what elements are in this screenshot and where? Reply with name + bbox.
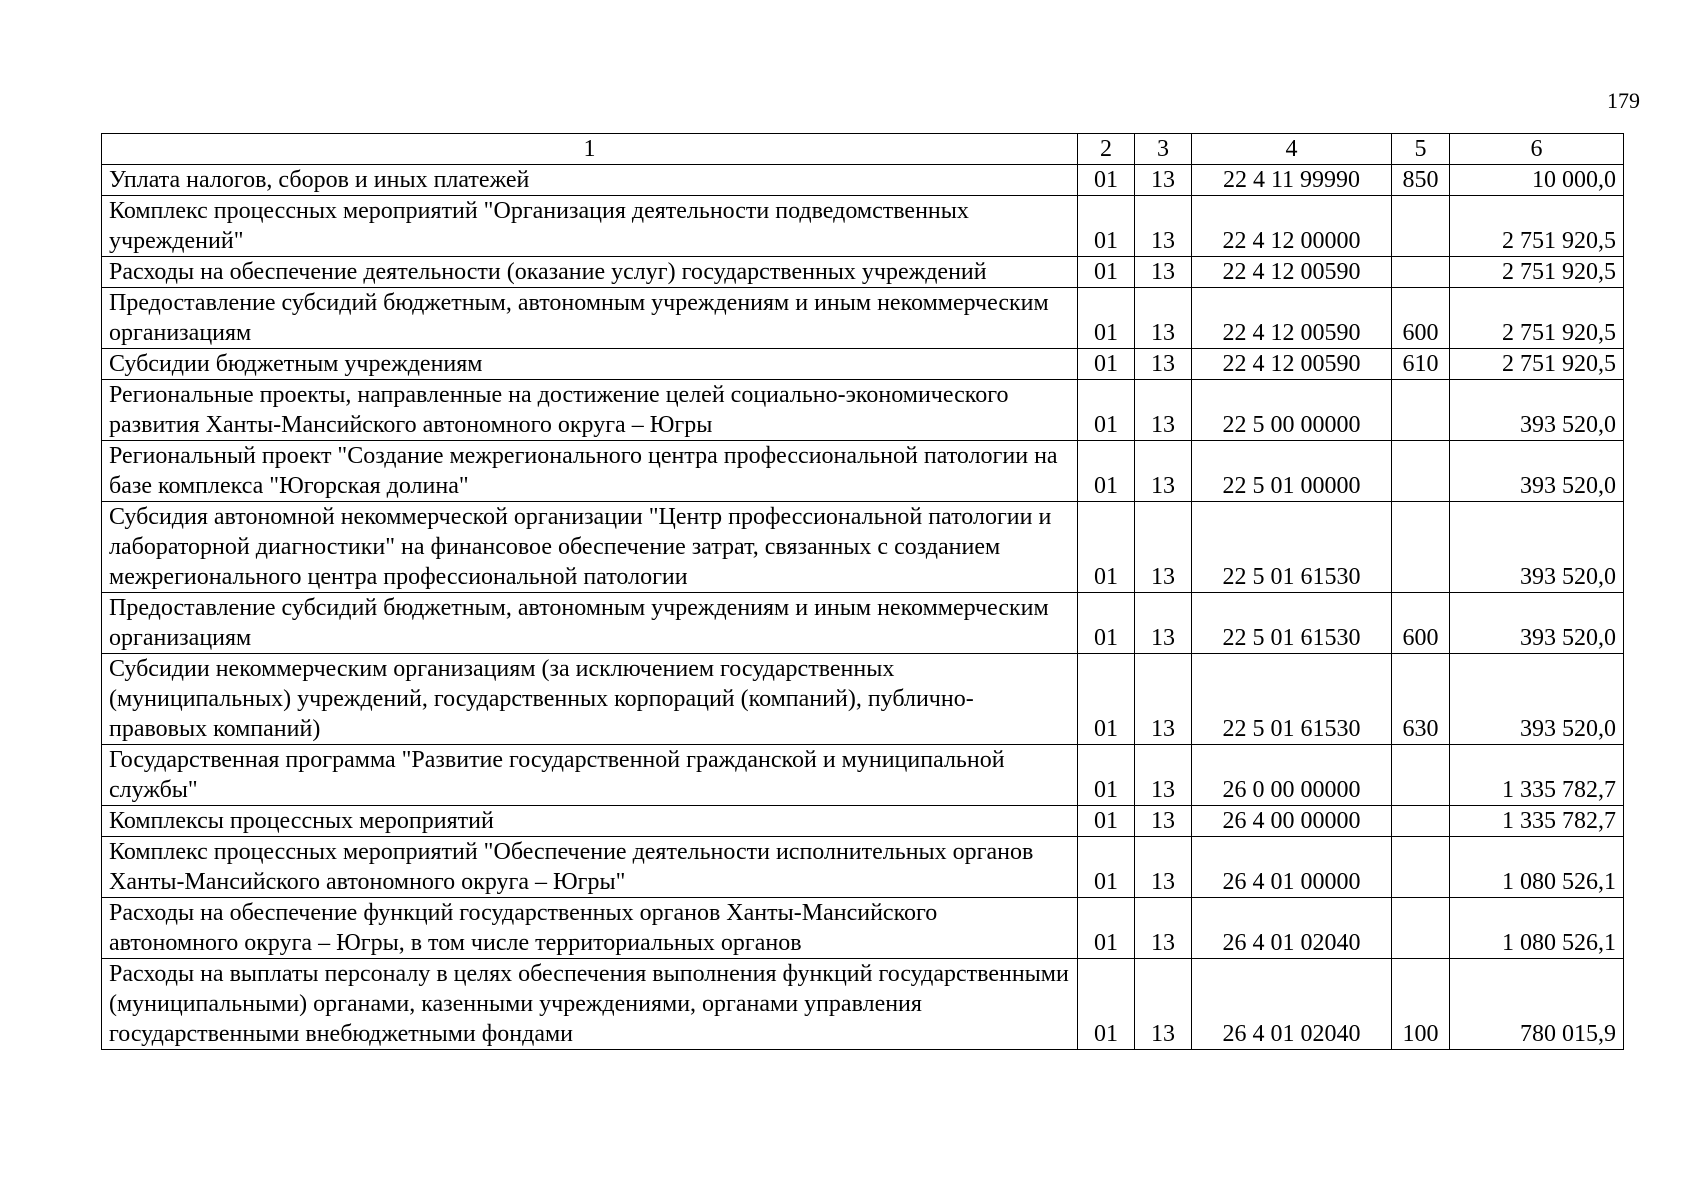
row-subsection: 13 — [1135, 745, 1192, 806]
row-name: Комплекс процессных мероприятий "Организация деятельности подведомственных учреждений" — [102, 196, 1078, 257]
row-expense-type — [1392, 806, 1450, 837]
row-target-code: 26 4 00 00000 — [1192, 806, 1392, 837]
row-name: Предоставление субсидий бюджетным, автономным учреждениям и иным некоммерческим организациям — [102, 288, 1078, 349]
row-target-code: 22 5 00 00000 — [1192, 380, 1392, 441]
row-subsection: 13 — [1135, 654, 1192, 745]
page-number: 179 — [1607, 88, 1640, 113]
table-row — [102, 745, 1624, 806]
row-expense-type — [1392, 502, 1450, 593]
row-expense-type: 600 — [1392, 288, 1450, 349]
row-amount: 780 015,9 — [1450, 959, 1624, 1050]
row-expense-type — [1392, 837, 1450, 898]
row-name: Предоставление субсидий бюджетным, автономным учреждениям и иным некоммерческим организациям — [102, 593, 1078, 654]
row-section: 01 — [1078, 288, 1135, 349]
row-amount: 2 751 920,5 — [1450, 257, 1624, 288]
row-subsection: 13 — [1135, 593, 1192, 654]
row-section: 01 — [1078, 165, 1135, 196]
row-target-code: 22 5 01 00000 — [1192, 441, 1392, 502]
row-amount: 393 520,0 — [1450, 441, 1624, 502]
row-section: 01 — [1078, 349, 1135, 380]
row-subsection: 13 — [1135, 288, 1192, 349]
row-subsection: 13 — [1135, 196, 1192, 257]
row-expense-type: 630 — [1392, 654, 1450, 745]
row-name: Региональные проекты, направленные на достижение целей социально-экономического развития Ханты-Мансийского автономного округа – Югры — [102, 380, 1078, 441]
row-amount: 1 335 782,7 — [1450, 745, 1624, 806]
row-amount: 393 520,0 — [1450, 502, 1624, 593]
row-amount: 2 751 920,5 — [1450, 196, 1624, 257]
row-name: Субсидия автономной некоммерческой организации "Центр профессиональной патологии и лабораторной диагностики" на финансовое обеспечение затрат, связанных с созданием межрегионального центра профессиональной патологии — [102, 502, 1078, 593]
table-row — [102, 349, 1624, 380]
table-row — [102, 165, 1624, 196]
row-section: 01 — [1078, 959, 1135, 1050]
row-amount: 1 335 782,7 — [1450, 806, 1624, 837]
row-target-code: 26 4 01 02040 — [1192, 959, 1392, 1050]
row-subsection: 13 — [1135, 165, 1192, 196]
row-subsection: 13 — [1135, 806, 1192, 837]
row-target-code: 22 4 11 99990 — [1192, 165, 1392, 196]
table-row — [102, 806, 1624, 837]
row-subsection: 13 — [1135, 959, 1192, 1050]
row-expense-type — [1392, 196, 1450, 257]
row-target-code: 26 4 01 02040 — [1192, 898, 1392, 959]
row-name: Уплата налогов, сборов и иных платежей — [102, 165, 1078, 196]
row-amount: 10 000,0 — [1450, 165, 1624, 196]
row-expense-type — [1392, 898, 1450, 959]
row-target-code: 22 5 01 61530 — [1192, 502, 1392, 593]
table-row — [102, 196, 1624, 257]
column-header-4: 4 — [1192, 134, 1392, 165]
row-target-code: 26 0 00 00000 — [1192, 745, 1392, 806]
row-expense-type: 850 — [1392, 165, 1450, 196]
row-expense-type — [1392, 257, 1450, 288]
row-subsection: 13 — [1135, 898, 1192, 959]
row-section: 01 — [1078, 380, 1135, 441]
row-subsection: 13 — [1135, 257, 1192, 288]
row-name: Комплекс процессных мероприятий "Обеспечение деятельности исполнительных органов Ханты-Мансийского автономного округа – Югры" — [102, 837, 1078, 898]
row-amount: 2 751 920,5 — [1450, 349, 1624, 380]
row-subsection: 13 — [1135, 837, 1192, 898]
row-target-code: 22 4 12 00590 — [1192, 349, 1392, 380]
table-header — [102, 134, 1624, 165]
row-section: 01 — [1078, 898, 1135, 959]
row-target-code: 22 4 12 00590 — [1192, 288, 1392, 349]
table-row — [102, 593, 1624, 654]
column-header-2: 2 — [1078, 134, 1135, 165]
row-target-code: 22 5 01 61530 — [1192, 654, 1392, 745]
column-header-1: 1 — [102, 134, 1078, 165]
row-amount: 393 520,0 — [1450, 593, 1624, 654]
row-expense-type — [1392, 380, 1450, 441]
row-target-code: 22 5 01 61530 — [1192, 593, 1392, 654]
row-name: Субсидии бюджетным учреждениям — [102, 349, 1078, 380]
table-row — [102, 898, 1624, 959]
row-expense-type: 610 — [1392, 349, 1450, 380]
row-target-code: 26 4 01 00000 — [1192, 837, 1392, 898]
row-amount: 393 520,0 — [1450, 380, 1624, 441]
row-expense-type — [1392, 441, 1450, 502]
row-amount: 1 080 526,1 — [1450, 837, 1624, 898]
row-section: 01 — [1078, 441, 1135, 502]
row-section: 01 — [1078, 654, 1135, 745]
row-name: Субсидии некоммерческим организациям (за исключением государственных (муниципальных) учреждений, государственных корпораций (компаний), публично-правовых компаний) — [102, 654, 1078, 745]
row-expense-type: 100 — [1392, 959, 1450, 1050]
row-amount: 1 080 526,1 — [1450, 898, 1624, 959]
row-subsection: 13 — [1135, 502, 1192, 593]
row-section: 01 — [1078, 593, 1135, 654]
table-row — [102, 441, 1624, 502]
row-target-code: 22 4 12 00000 — [1192, 196, 1392, 257]
column-header-6: 6 — [1450, 134, 1624, 165]
row-subsection: 13 — [1135, 349, 1192, 380]
table-row — [102, 288, 1624, 349]
row-amount: 393 520,0 — [1450, 654, 1624, 745]
row-section: 01 — [1078, 196, 1135, 257]
row-name: Государственная программа "Развитие государственной гражданской и муниципальной службы" — [102, 745, 1078, 806]
table-row — [102, 380, 1624, 441]
header-row — [102, 134, 1624, 165]
row-name: Расходы на обеспечение деятельности (оказание услуг) государственных учреждений — [102, 257, 1078, 288]
row-section: 01 — [1078, 745, 1135, 806]
row-section: 01 — [1078, 806, 1135, 837]
row-section: 01 — [1078, 257, 1135, 288]
column-header-5: 5 — [1392, 134, 1450, 165]
row-name: Расходы на выплаты персоналу в целях обеспечения выполнения функций государственными (муниципальными) органами, казенными учреждениями, органами управления государственными внебюджетными фондами — [102, 959, 1078, 1050]
row-expense-type: 600 — [1392, 593, 1450, 654]
column-header-3: 3 — [1135, 134, 1192, 165]
row-name: Расходы на обеспечение функций государственных органов Ханты-Мансийского автономного округа – Югры, в том числе территориальных органов — [102, 898, 1078, 959]
table-row — [102, 837, 1624, 898]
row-expense-type — [1392, 745, 1450, 806]
row-name: Комплексы процессных мероприятий — [102, 806, 1078, 837]
table-row — [102, 959, 1624, 1050]
table-row — [102, 654, 1624, 745]
budget-table — [101, 133, 1624, 1050]
row-subsection: 13 — [1135, 441, 1192, 502]
row-subsection: 13 — [1135, 380, 1192, 441]
row-section: 01 — [1078, 837, 1135, 898]
row-target-code: 22 4 12 00590 — [1192, 257, 1392, 288]
table-row — [102, 257, 1624, 288]
row-amount: 2 751 920,5 — [1450, 288, 1624, 349]
table-row — [102, 502, 1624, 593]
row-name: Региональный проект "Создание межрегионального центра профессиональной патологии на базе комплекса "Югорская долина" — [102, 441, 1078, 502]
row-section: 01 — [1078, 502, 1135, 593]
